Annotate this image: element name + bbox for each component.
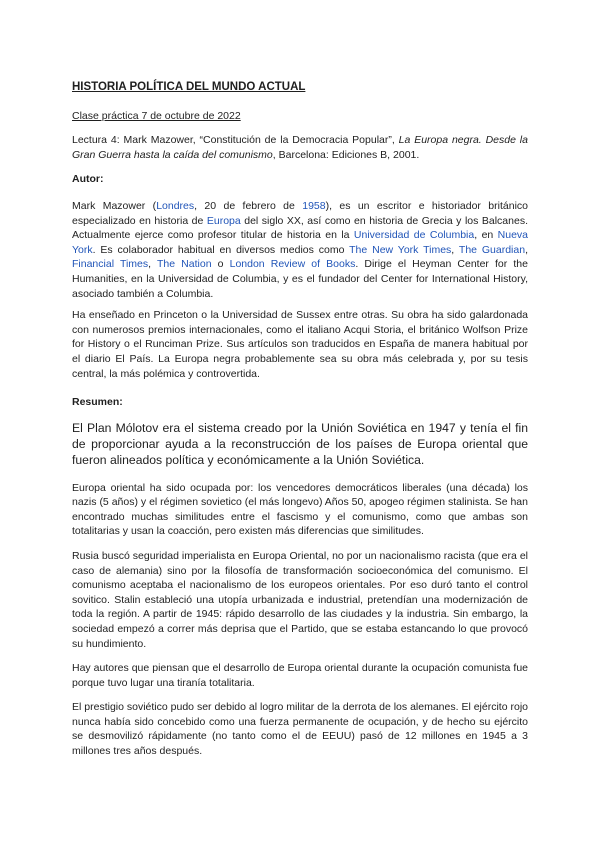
summary-paragraph: Rusia buscó seguridad imperialista en Europa Oriental, no por un nacionalismo racista (que era el caso de alemania) sino por la filosofía de transformación socioeconómica del comunismo. El comunismo aceptaba el nacionalismo de los europeos orientales. Por eso duró tanto el control sovitico. Stalin estableció una utopía urbanizada e industrial, pretendían una modernización de toda la región. A partir de 1945: rápido desarrollo de las ciudades y la industria. Sin embargo, la sociedad empezó a correr más deprisa que el Partido, que se estaba estancando lo que provocó su hundimiento. bbox=[72, 549, 528, 650]
reading-prefix: Lectura 4: Mark Mazower, “Constitución de la Democracia Popular”, bbox=[72, 134, 399, 147]
document-title: HISTORIA POLÍTICA DEL MUNDO ACTUAL bbox=[72, 81, 306, 93]
class-date: Clase práctica 7 de octubre de 2022 bbox=[72, 109, 241, 122]
link-new-york-times[interactable]: The New York Times bbox=[349, 243, 452, 256]
link-europa[interactable]: Europa bbox=[206, 214, 241, 227]
link-nueva-york[interactable]: Nueva York bbox=[72, 229, 529, 256]
link-1958[interactable]: 1958 bbox=[302, 199, 326, 212]
link-the-guardian[interactable]: The Guardian bbox=[458, 243, 526, 256]
author-paragraph-2: Ha enseñado en Princeton o la Universidad de Sussex entre otras. Su obra ha sido galardonada con numerosos premios internacionales, como el italiano Acqui Storia, el británico Wolfson Prize for History o el Runciman Prize. Sus artículos son traducidos en España de manera habitual por el diario El País. La Europa negra probablemente sea su obra más celebrada y, por su tesis central, la más polémica y controvertida. bbox=[72, 309, 528, 380]
link-londres[interactable]: Londres bbox=[156, 199, 195, 212]
reading-book-title: La Europa negra. Desde la Gran Guerra hasta la caída del comunismo bbox=[72, 134, 528, 161]
summary-paragraph: Hay autores que piensan que el desarrollo de Europa oriental durante la ocupación comunista fue porque tuvo lugar una tiranía totalitaria. bbox=[72, 662, 528, 689]
reading-suffix: , Barcelona: Ediciones B, 2001. bbox=[272, 148, 420, 161]
summary-paragraph: El prestigio soviético pudo ser debido al logro militar de la derrota de los alemanes. El ejército rojo nunca había sido concebido como una fuerza permanente de ocupación, y de hecho su ejército se desmovilizó rápidamente (no tanto como el de EEUU) pasó de 12 millones en 1945 a 3 millones tres años después. bbox=[72, 701, 528, 758]
link-london-review-of-books[interactable]: London Review of Books bbox=[229, 258, 356, 271]
link-financial-times[interactable]: Financial Times bbox=[72, 258, 149, 271]
link-universidad-columbia[interactable]: Universidad de Columbia bbox=[353, 229, 475, 242]
link-the-nation[interactable]: The Nation bbox=[156, 258, 212, 271]
reading-reference bbox=[72, 133, 528, 162]
summary-paragraph: El Plan Mólotov era el sistema creado por la Unión Soviética en 1947 y tenía el fin de proporcionar ayuda a la reconstrucción de los países de Europa oriental que fueron alineados política y económicamente a la Unión Soviética. bbox=[72, 420, 528, 468]
summary-paragraph: Europa oriental ha sido ocupada por: los vencedores democráticos liberales (una década) los nazis (5 años) y el régimen sovietico (el más longevo) Años 50, apogeo régimen stalinista. Se han encontrado muchas similitudes entre el fascismo y el comunismo, como que ambas son totalitarias y usan la coacción, pero existen más diferencias que similitudes. bbox=[72, 481, 528, 538]
author-heading: Autor: bbox=[72, 173, 104, 186]
document-body bbox=[72, 80, 528, 769]
summary-heading: Resumen: bbox=[72, 396, 123, 409]
author-paragraph-1: Mark Mazower (Londres, 20 de febrero de 1958), es un escritor e historiador británico especializado en historia de Europa del siglo XX, así como en historia de Grecia y los Balcanes. Actualmente ejerce como profesor titular de historia en la Universidad de Columbia, en Nueva York. Es colaborador habitual en diversos medios como The New York Times, The Guardian, Financial Times, The Nation o London Review of Books. Dirige el Heyman Center for the Humanities, en la Universidad de Columbia, y es el fundador del Center for International History, asociado también a Columbia. bbox=[72, 199, 529, 300]
